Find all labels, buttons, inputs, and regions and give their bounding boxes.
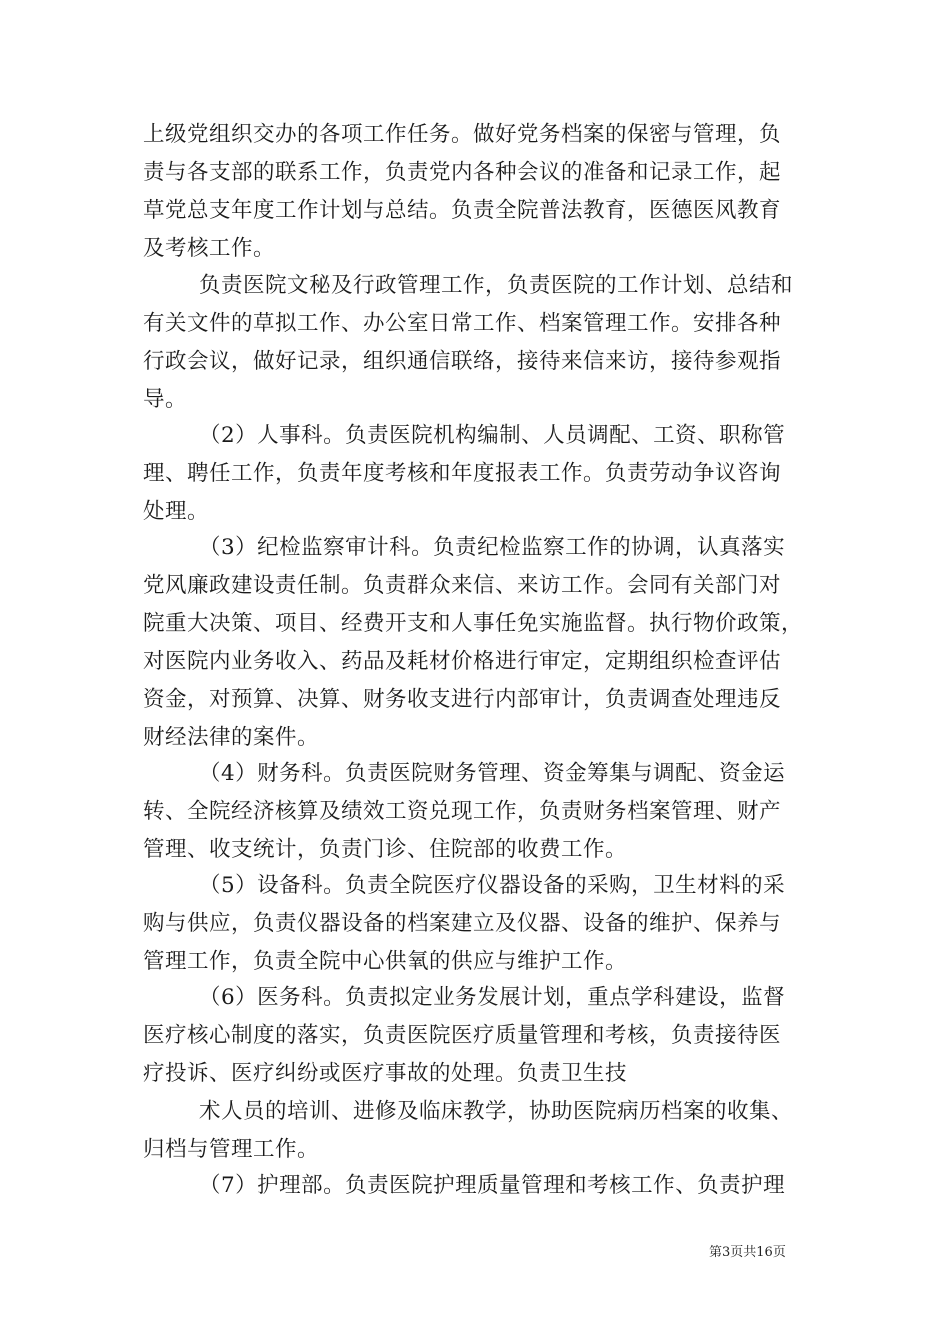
text-line: 对医院内业务收入、药品及耗材价格进行审定，定期组织检查评估 bbox=[143, 649, 782, 674]
text-line: （2）人事科。负责医院机构编制、人员调配、工资、职称管 bbox=[199, 423, 786, 448]
text-line: 管理、收支统计，负责门诊、住院部的收费工作。 bbox=[143, 837, 628, 862]
text-line: 处理。 bbox=[143, 499, 210, 524]
text-line: 转、全院经济核算及绩效工资兑现工作，负责财务档案管理、财产 bbox=[143, 799, 782, 824]
text-line: 草党总支年度工作计划与总结。负责全院普法教育，医德医风教育 bbox=[143, 198, 782, 223]
text-line: 行政会议，做好记录，组织通信联络，接待来信来访，接待参观指 bbox=[143, 349, 782, 374]
text-line: 有关文件的草拟工作、办公室日常工作、档案管理工作。安排各种 bbox=[143, 311, 782, 336]
text-line: 及考核工作。 bbox=[143, 236, 276, 261]
text-line: 上级党组织交办的各项工作任务。做好党务档案的保密与管理，负 bbox=[143, 122, 782, 147]
text-line: 资金，对预算、决算、财务收支进行内部审计，负责调查处理违反 bbox=[143, 687, 782, 712]
page-number: 第3页共16页 bbox=[709, 1245, 786, 1260]
text-line: 理、聘任工作，负责年度考核和年度报表工作。负责劳动争议咨询 bbox=[143, 461, 782, 486]
text-line: （7）护理部。负责医院护理质量管理和考核工作、负责护理 bbox=[199, 1173, 786, 1198]
text-line: 购与供应，负责仪器设备的档案建立及仪器、设备的维护、保养与 bbox=[143, 911, 782, 936]
text-line: （3）纪检监察审计科。负责纪检监察工作的协调，认真落实 bbox=[199, 535, 786, 560]
text-line: 负责医院文秘及行政管理工作，负责医院的工作计划、总结和 bbox=[199, 273, 794, 298]
text-line: 责与各支部的联系工作，负责党内各种会议的准备和记录工作，起 bbox=[143, 160, 782, 185]
text-line: （5）设备科。负责全院医疗仪器设备的采购，卫生材料的采 bbox=[199, 873, 786, 898]
text-line: 院重大决策、项目、经费开支和人事任免实施监督。执行物价政策， bbox=[143, 611, 804, 636]
text-line: 疗投诉、医疗纠纷或医疗事故的处理。负责卫生技 bbox=[143, 1061, 628, 1086]
text-line: 党风廉政建设责任制。负责群众来信、来访工作。会同有关部门对 bbox=[143, 573, 782, 598]
text-line: 医疗核心制度的落实，负责医院医疗质量管理和考核，负责接待医 bbox=[143, 1023, 782, 1048]
text-line: 导。 bbox=[143, 387, 188, 412]
text-line: （6）医务科。负责拟定业务发展计划，重点学科建设，监督 bbox=[199, 985, 786, 1010]
text-line: 财经法律的案件。 bbox=[143, 725, 320, 750]
text-line: 管理工作，负责全院中心供氧的供应与维护工作。 bbox=[143, 949, 628, 974]
text-line: （4）财务科。负责医院财务管理、资金筹集与调配、资金运 bbox=[199, 761, 786, 786]
text-line: 术人员的培训、进修及临床教学，协助医院病历档案的收集、 bbox=[199, 1099, 794, 1124]
text-line: 归档与管理工作。 bbox=[143, 1137, 320, 1162]
